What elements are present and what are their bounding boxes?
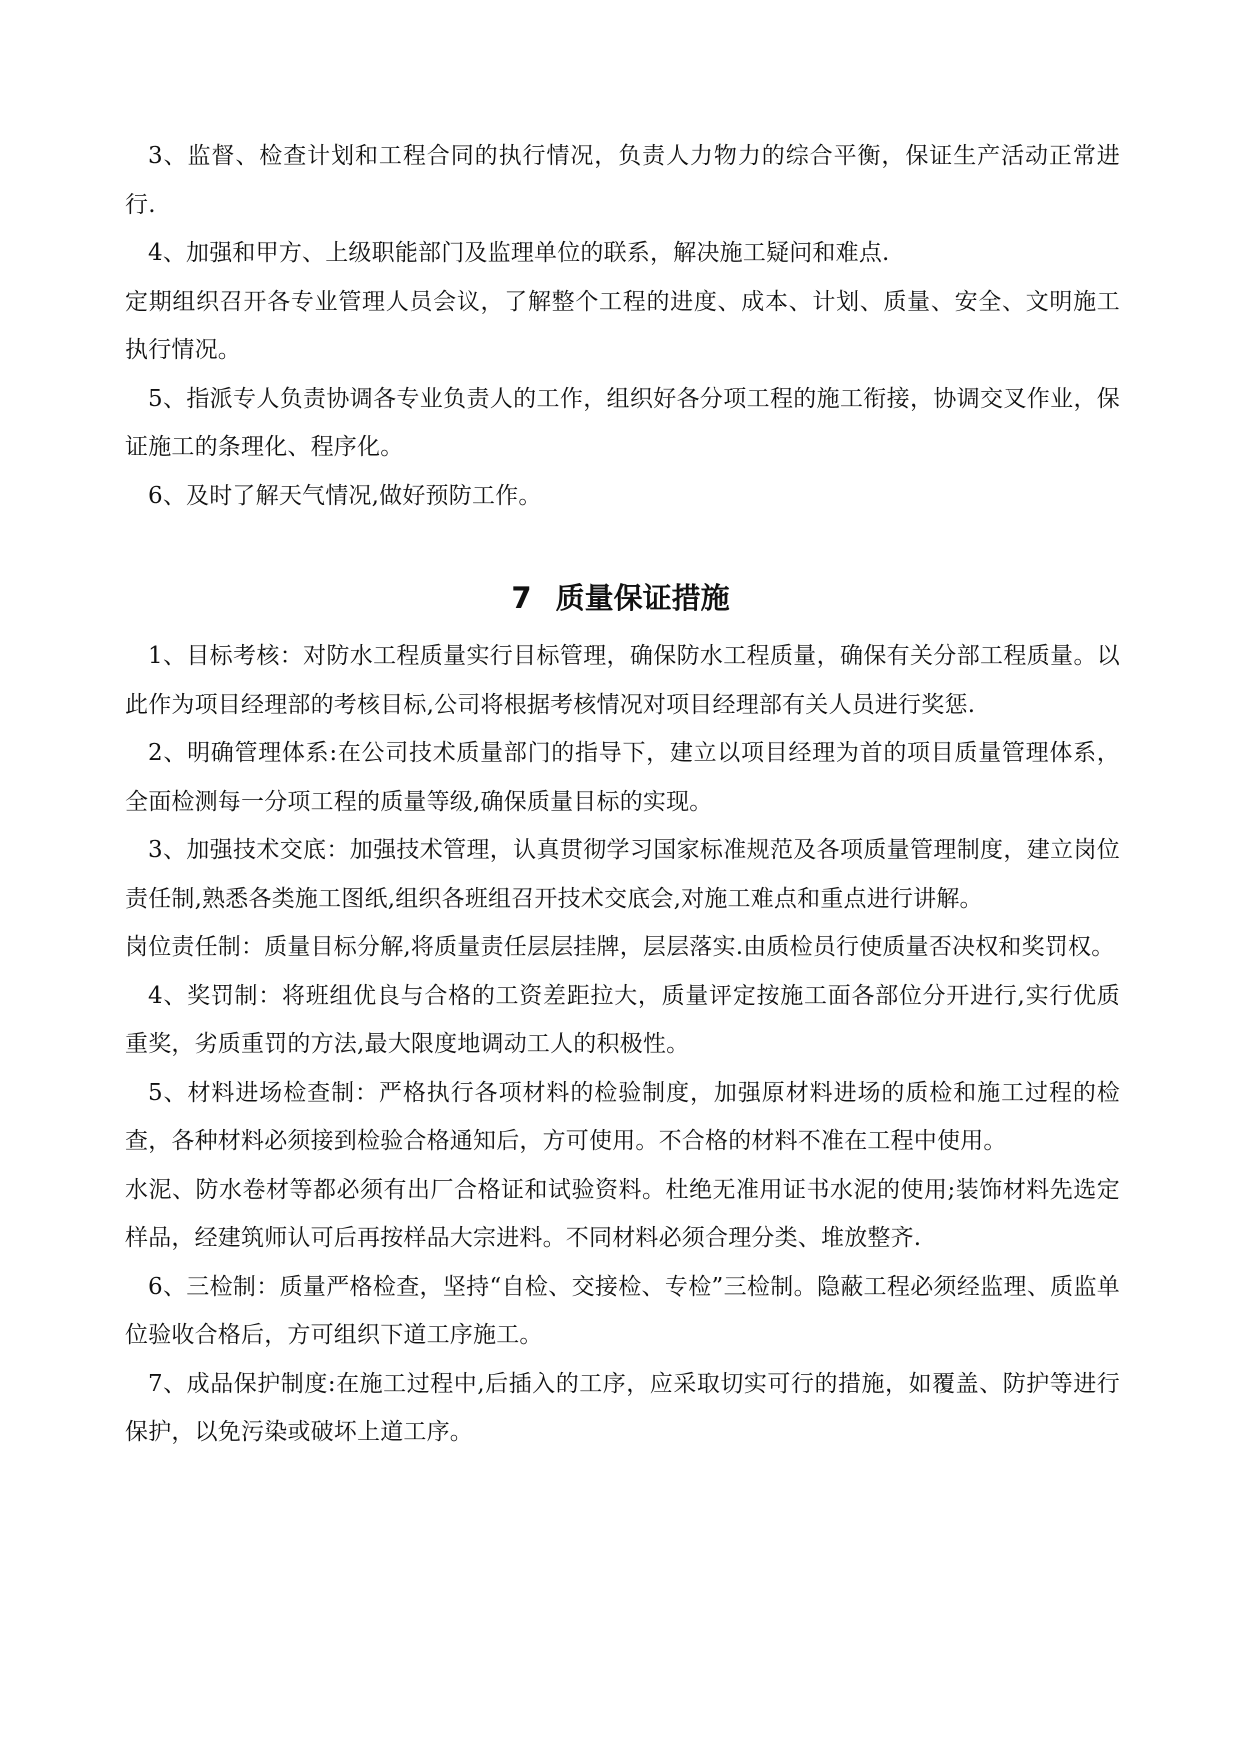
paragraph: 3、加强技术交底：加强技术管理，认真贯彻学习国家标准规范及各项质量管理制度，建立岗位责任制,熟悉各类施工图纸,组织各班组召开技术交底会,对施工难点和重点进行讲解。	[125, 837, 1120, 912]
paragraph: 6、三检制：质量严格检查，坚持“自检、交接检、专检”三检制。隐蔽工程必须经监理、质监单位验收合格后，方可组织下道工序施工。	[125, 1273, 1120, 1348]
paragraph: 1、目标考核：对防水工程质量实行目标管理，确保防水工程质量，确保有关分部工程质量。以此作为项目经理部的考核目标,公司将根据考核情况对项目经理部有关人员进行奖惩.	[125, 643, 1120, 718]
paragraph: 3、监督、检查计划和工程合同的执行情况，负责人力物力的综合平衡，保证生产活动正常进行.	[125, 143, 1120, 218]
paragraph: 5、指派专人负责协调各专业负责人的工作，组织好各分项工程的施工衔接，协调交叉作业，保证施工的条理化、程序化。	[125, 385, 1120, 460]
paragraph: 6、及时了解天气情况,做好预防工作。	[148, 482, 542, 509]
paragraph: 岗位责任制：质量目标分解,将质量责任层层挂牌，层层落实.由质检员行使质量否决权和奖罚权。	[125, 934, 1115, 960]
paragraph: 4、奖罚制：将班组优良与合格的工资差距拉大，质量评定按施工面各部位分开进行,实行优质重奖，劣质重罚的方法,最大限度地调动工人的积极性。	[125, 982, 1120, 1057]
section-a	[125, 132, 1120, 520]
section-b	[125, 632, 1120, 1457]
section-number: 7	[511, 581, 532, 615]
paragraph: 7、成品保护制度:在施工过程中,后插入的工序，应采取切实可行的措施，如覆盖、防护等进行保护，以免污染或破坏上道工序。	[125, 1370, 1120, 1445]
section-heading	[0, 578, 1241, 618]
paragraph: 4、加强和甲方、上级职能部门及监理单位的联系，解决施工疑问和难点.	[148, 240, 890, 266]
paragraph: 水泥、防水卷材等都必须有出厂合格证和试验资料。杜绝无准用证书水泥的使用;装饰材料先选定样品，经建筑师认可后再按样品大宗进料。不同材料必须合理分类、堆放整齐.	[125, 1176, 1120, 1251]
paragraph: 5、材料进场检查制：严格执行各项材料的检验制度，加强原材料进场的质检和施工过程的检查，各种材料必须接到检验合格通知后，方可使用。不合格的材料不准在工程中使用。	[125, 1079, 1120, 1154]
section-title: 质量保证措施	[555, 581, 730, 615]
paragraph: 定期组织召开各专业管理人员会议，了解整个工程的进度、成本、计划、质量、安全、文明施工执行情况。	[125, 288, 1120, 363]
paragraph: 2、明确管理体系:在公司技术质量部门的指导下，建立以项目经理为首的项目质量管理体系，全面检测每一分项工程的质量等级,确保质量目标的实现。	[125, 740, 1120, 815]
